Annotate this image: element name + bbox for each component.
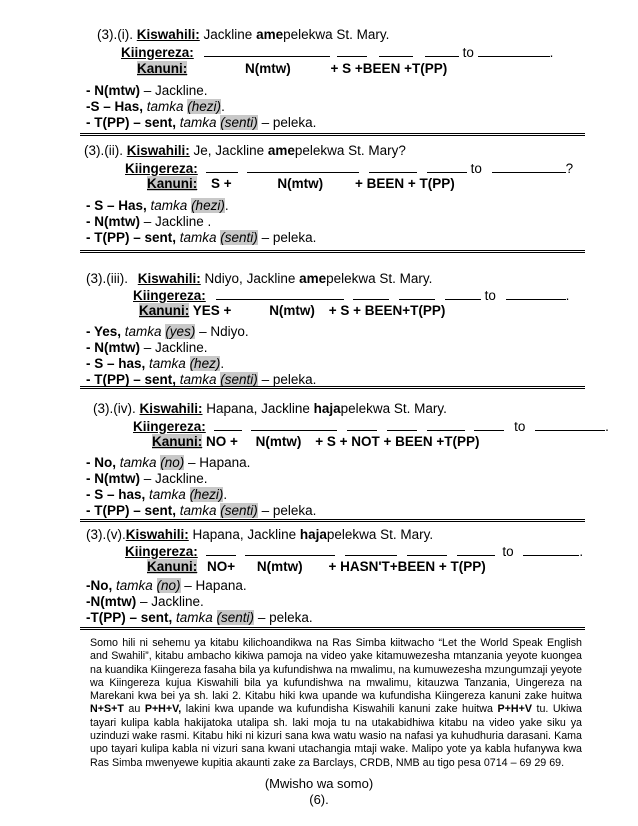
- sections-4-notes-2-it: tamka: [176, 610, 217, 625]
- sections-2-notes-3-post: – peleka.: [257, 372, 317, 387]
- sections-1-kanuni-c: + BEEN + T(PP): [354, 176, 455, 191]
- sections-1-to: to: [470, 161, 482, 176]
- paragraph-p2: au: [123, 703, 145, 716]
- note-line: [86, 578, 247, 594]
- sections-3-notes-2-it: tamka: [149, 487, 190, 502]
- sections-1-notes-2-mid: – sent,: [129, 230, 180, 245]
- sections-4-kanuni-a: NO+: [207, 559, 236, 574]
- paragraph-b2: P+H+V,: [144, 703, 182, 716]
- sections-3-kanuni-label: Kanuni:: [152, 434, 203, 449]
- sections-4-notes-0-pre: -No,: [86, 578, 113, 593]
- sections-3-notes-3-mid: – sent,: [129, 503, 180, 518]
- sections-1-end: ?: [565, 161, 574, 176]
- kiswahili-line: [86, 527, 433, 543]
- answer-blank[interactable]: [407, 543, 447, 556]
- sections-2-sw-parts-1: ame: [299, 271, 327, 286]
- sections-2-kanuni-a: YES +: [192, 303, 232, 318]
- sections-0-notes-0-pre: - N(mtw): [86, 83, 140, 98]
- sections-0-kanuni-b: + S +BEEN +T(PP): [330, 61, 448, 76]
- sections-2-notes-2-hl: (hez): [189, 356, 221, 371]
- sections-0-notes-2-pre: - T(PP): [86, 115, 130, 130]
- sections-0-sw-parts-2: pelekwa St. Mary.: [283, 27, 390, 42]
- sections-4-notes-2-pre: -T(PP): [86, 610, 126, 625]
- sections-2-notes-3-pre: - T(PP): [86, 372, 130, 387]
- sections-3-kanuni-b: N(mtw): [255, 434, 302, 449]
- sections-0-end: .: [549, 45, 554, 60]
- sections-0-notes-2-it: tamka: [179, 115, 221, 130]
- info-paragraph: [90, 637, 582, 770]
- sections-0-notes-1-post: .: [221, 99, 225, 114]
- sections-2-notes-1-mid: – Jackline.: [140, 340, 208, 355]
- sections-1-notes-0-mid: – Has,: [103, 198, 151, 213]
- sections-3-number: (3).(iv).: [93, 401, 136, 416]
- sections-3-notes-0-pre: - No,: [86, 455, 116, 470]
- sections-0-notes-0-mid: – Jackline.: [140, 83, 208, 98]
- sections-0-sw-label: Kiswahili:: [136, 27, 200, 42]
- sections-0-eng-label: Kiingereza:: [121, 45, 194, 60]
- sections-4-notes-1-mid: – Jackline.: [136, 594, 204, 609]
- sections-3-notes-2-hl: (hezi): [189, 487, 224, 502]
- sections-2-sw-parts-2: pelekwa St. Mary.: [326, 271, 433, 286]
- sections-0-notes-1-mid: – Has,: [99, 99, 147, 114]
- sections-4-notes-1-pre: -N(mtw): [86, 594, 137, 609]
- sections-1-notes-2-post: – peleka.: [257, 230, 317, 245]
- kanuni-line: [147, 559, 486, 575]
- sections-1-sw-parts-2: pelekwa St. Mary?: [294, 143, 406, 158]
- sections-4-kanuni-label: Kanuni:: [147, 559, 198, 574]
- answer-blank[interactable]: [523, 543, 579, 556]
- sections-1-sw-parts-1: ame: [267, 143, 295, 158]
- answer-blank[interactable]: [245, 543, 335, 556]
- sections-2-kanuni-c: + S + BEEN+T(PP): [328, 303, 446, 318]
- sections-2-notes-3-mid: – sent,: [129, 372, 180, 387]
- sections-4-eng-label: Kiingereza:: [125, 544, 198, 559]
- sections-0-notes-1-pre: -S: [86, 99, 100, 114]
- sections-1-kanuni-b: N(mtw): [277, 176, 324, 191]
- sections-1-sw-parts-0: Je, Jackline: [193, 143, 268, 158]
- paragraph-p1: Somo hili ni sehemu ya kitabu kilichoandikwa na Ras Simba kiitwacho “Let the World Speak English and Swahili”, kitabu ambacho kikiwa pamoja na video yake kitamuwezesha mtanzania yeyote kuongea na kuandika Kiingereza fasaha bila ya kufundishwa na mwalimu, na kumuwezesha mzungumzaji yeyote wa Kiingereza kujua Kiswahili bila ya kufundishwa na mwalimu, kitauzwa Tanzania, Uingereza na Marekani kwa bei ya sh. laki 2. Kitabu hiki kwa upande wa kufundisha Kiingereza kanuni zake huitwa: [90, 637, 582, 703]
- sections-2-notes-3-it: tamka: [179, 372, 221, 387]
- sections-2-eng-label: Kiingereza:: [133, 288, 206, 303]
- note-line: [86, 594, 204, 610]
- end-of-lesson-text: (Mwisho wa somo): [264, 776, 374, 791]
- sections-4-end: .: [579, 544, 584, 559]
- paragraph-p4: tu. Ukiwa tayari kulipa kabla hakijatoka utalipa sh. laki moja tu na utakabidhiwa kitabu na video yake siku ya uzinduzi wake rasmi. Kitabu hiki ni kizuri sana kwa watu wasio na nafasi ya kuhudhuria darasani. Kama upo tayari kulipa kabla ni vizuri sana kwani utachangia mtaji wake. Malipo yote ya kabla hufanywa kwa Ras Simba mwenyewe kupitia akaunti zake za Barclays, CRDB, NMB au tigo pesa 0714 – 69 29 69.: [90, 703, 582, 769]
- answer-blank[interactable]: [206, 543, 236, 556]
- answer-blank[interactable]: [457, 543, 495, 556]
- sections-1-notes-0-pre: - S: [86, 198, 104, 213]
- sections-3-to: to: [514, 419, 526, 434]
- sections-1-kanuni-a: S +: [211, 176, 232, 191]
- sections-1-kanuni-label: Kanuni:: [147, 176, 198, 191]
- sections-3-notes-3-pre: - T(PP): [86, 503, 130, 518]
- sections-3-notes-1-pre: - N(mtw): [86, 471, 140, 486]
- sections-2-notes-2-pre: - S: [86, 356, 104, 371]
- sections-2-notes-0-hl: (yes): [165, 324, 196, 339]
- sections-2-notes-2-post: .: [220, 356, 225, 371]
- sections-2-kanuni-label: Kanuni:: [139, 303, 190, 318]
- sections-3-notes-2-post: .: [223, 487, 228, 502]
- sections-4-notes-0-it: tamka: [116, 578, 157, 593]
- sections-0-notes-2-post: – peleka.: [257, 115, 317, 130]
- sections-1-notes-0-hl: (hezi): [191, 198, 225, 213]
- sections-4-sw-parts-2: pelekwa St. Mary.: [326, 527, 434, 542]
- sections-3-kanuni-a: NO +: [206, 434, 238, 449]
- sections-0-sw-parts-1: ame: [256, 27, 284, 42]
- sections-1-sw-label: Kiswahili:: [126, 143, 190, 158]
- kiingereza-line: [125, 543, 583, 560]
- sections-0-kanuni-a: N(mtw): [245, 61, 291, 76]
- sections-4-kanuni-b: N(mtw): [256, 559, 303, 574]
- sections-3-notes-0-post: – Hapana.: [184, 455, 251, 470]
- sections-2-notes-2-mid: – has,: [103, 356, 150, 371]
- sections-3-notes-3-post: – peleka.: [257, 503, 317, 518]
- note-line: [86, 610, 313, 626]
- sections-4-sw-parts-0: Hapana, Jackline: [192, 527, 300, 542]
- sections-1-eng-label: Kiingereza:: [125, 161, 198, 176]
- sections-1-notes-2-it: tamka: [179, 230, 221, 245]
- paragraph-b1: N+S+T: [90, 703, 124, 716]
- sections-2-kanuni-b: N(mtw): [269, 303, 315, 318]
- sections-0-to: to: [462, 45, 474, 60]
- sections-4-kanuni-c: + HASN'T+BEEN + T(PP): [328, 559, 486, 574]
- sections-3-notes-0-it: tamka: [119, 455, 161, 470]
- sections-3-notes-2-pre: - S: [86, 487, 104, 502]
- sections-2-notes-0-it: tamka: [124, 324, 166, 339]
- sections-4-sw-parts-1: haja: [299, 527, 327, 542]
- sections-2-notes-1-pre: - N(mtw): [86, 340, 140, 355]
- sections-1-notes-2-hl: (senti): [220, 230, 258, 245]
- answer-blank[interactable]: [345, 543, 397, 556]
- sections-1-notes-0-it: tamka: [150, 198, 192, 213]
- sections-0-notes-2-mid: – sent,: [129, 115, 180, 130]
- page-number: (6).: [309, 792, 329, 807]
- paragraph-p3: lakini kwa upande wa kufundisha Kiswahili kanuni zake huitwa: [181, 703, 498, 716]
- sections-3-kanuni-c: + S + NOT + BEEN +T(PP): [315, 434, 480, 449]
- sections-4-number: (3).(v).: [86, 527, 126, 542]
- sections-4-notes-2-hl: (senti): [216, 610, 255, 625]
- paragraph-b3: P+H+V: [497, 703, 532, 716]
- sections-1-number: (3).(ii).: [84, 143, 123, 158]
- sections-3-notes-0-hl: (no): [160, 455, 185, 470]
- sections-0-sw-parts-0: Jackline: [203, 27, 257, 42]
- sections-0-notes-1-hl: (hezi): [187, 99, 222, 114]
- sections-2-to: to: [484, 288, 496, 303]
- sections-4-to: to: [502, 544, 514, 559]
- sections-2-end: .: [565, 288, 570, 303]
- sections-3-sw-parts-1: haja: [313, 401, 341, 416]
- sections-0-kanuni-label: Kanuni:: [137, 61, 188, 76]
- sections-0-notes-2-hl: (senti): [220, 115, 258, 130]
- sections-2-notes-0-post: – Ndiyo.: [195, 324, 249, 339]
- sections-1-notes-2-pre: - T(PP): [86, 230, 130, 245]
- sections-2-sw-parts-0: Ndiyo, Jackline: [204, 271, 300, 286]
- sections-2-notes-0-pre: - Yes,: [86, 324, 122, 339]
- sections-3-sw-parts-0: Hapana, Jackline: [206, 401, 314, 416]
- sections-4-notes-0-hl: (no): [156, 578, 181, 593]
- sections-4-sw-label: Kiswahili:: [125, 527, 189, 542]
- sections-1-notes-1-mid: – Jackline .: [140, 214, 212, 229]
- sections-1-notes-0-post: .: [224, 198, 229, 213]
- sections-3-notes-1-mid: – Jackline.: [140, 471, 208, 486]
- sections-3-notes-2-mid: – has,: [103, 487, 150, 502]
- sections-3-sw-parts-2: pelekwa St. Mary.: [340, 401, 447, 416]
- sections-0-number: (3).(i).: [97, 27, 133, 42]
- sections-4-notes-2-post: – peleka.: [254, 610, 313, 625]
- sections-0-notes-1-it: tamka: [146, 99, 188, 114]
- sections-3-notes-3-it: tamka: [179, 503, 221, 518]
- sections-3-notes-3-hl: (senti): [220, 503, 258, 518]
- sections-3-sw-label: Kiswahili:: [139, 401, 203, 416]
- sections-2-number: (3).(iii).: [86, 271, 128, 286]
- sections-2-notes-3-hl: (senti): [220, 372, 258, 387]
- sections-4-notes-0-post: – Hapana.: [180, 578, 247, 593]
- divider: [80, 627, 585, 630]
- sections-1-notes-1-pre: - N(mtw): [86, 214, 140, 229]
- sections-2-sw-label: Kiswahili:: [137, 271, 201, 286]
- sections-3-end: .: [605, 419, 609, 434]
- sections-2-notes-2-it: tamka: [149, 356, 190, 371]
- sections-4-notes-2-mid: – sent,: [125, 610, 177, 625]
- sections-3-eng-label: Kiingereza:: [133, 419, 206, 434]
